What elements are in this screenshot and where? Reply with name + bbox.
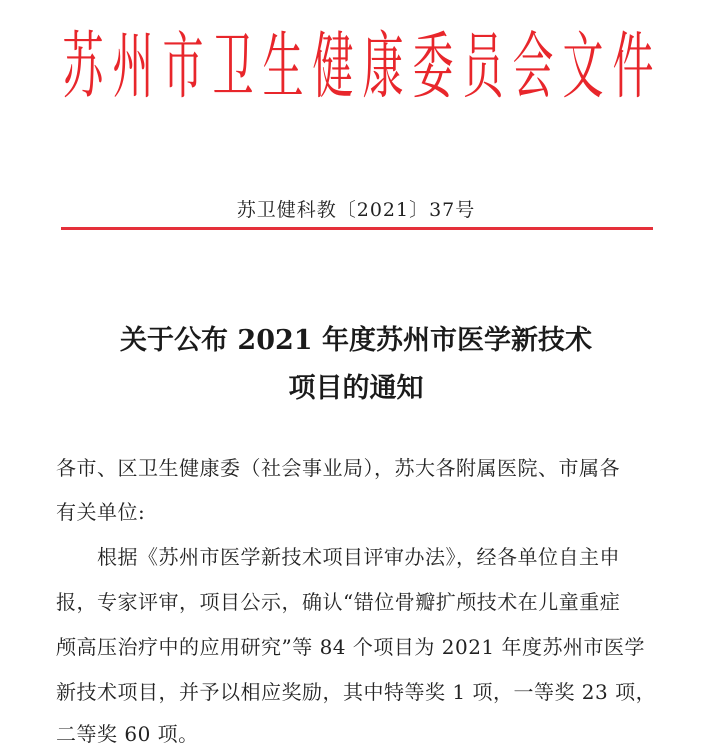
body-line-addressee-2: 有关单位: [56, 500, 146, 524]
body-line-paragraph-2: 报，专家评审，项目公示，确认“错位骨瓣扩颅技术在儿童重症 [56, 590, 621, 614]
body-line-addressee-1: 各市、区卫生健康委（社会事业局），苏大各附属医院、市属各 [56, 456, 620, 480]
masthead-char: 康 [362, 24, 404, 110]
masthead-char: 会 [512, 24, 554, 110]
masthead-char: 州 [112, 24, 154, 110]
masthead-char: 委 [412, 24, 454, 110]
masthead-char: 健 [312, 24, 354, 110]
document-number: 苏卫健科教〔2021〕37号 [236, 199, 476, 221]
body-line-paragraph-4: 新技术项目，并予以相应奖励，其中特等奖 1 项，一等奖 23 项， [56, 680, 657, 704]
body-line-paragraph-5: 二等奖 60 项。 [56, 722, 199, 746]
document-masthead [58, 26, 658, 108]
masthead-char: 件 [612, 24, 654, 110]
masthead-char: 员 [462, 24, 504, 110]
masthead-char: 苏 [62, 24, 104, 110]
masthead-char: 卫 [212, 24, 254, 110]
masthead-char: 市 [162, 24, 204, 110]
body-line-paragraph-3: 颅高压治疗中的应用研究”等 84 个项目为 2021 年度苏州市医学 [56, 635, 646, 659]
body-line-paragraph-1: 根据《苏州市医学新技术项目评审办法》，经各单位自主申 [56, 545, 620, 569]
masthead-char: 文 [562, 24, 604, 110]
document-title-line-2: 项目的通知 [288, 373, 424, 404]
red-divider-line [61, 227, 653, 230]
masthead-char: 生 [262, 24, 304, 110]
document-title-line-1: 关于公布 2021 年度苏州市医学新技术 [120, 325, 592, 356]
